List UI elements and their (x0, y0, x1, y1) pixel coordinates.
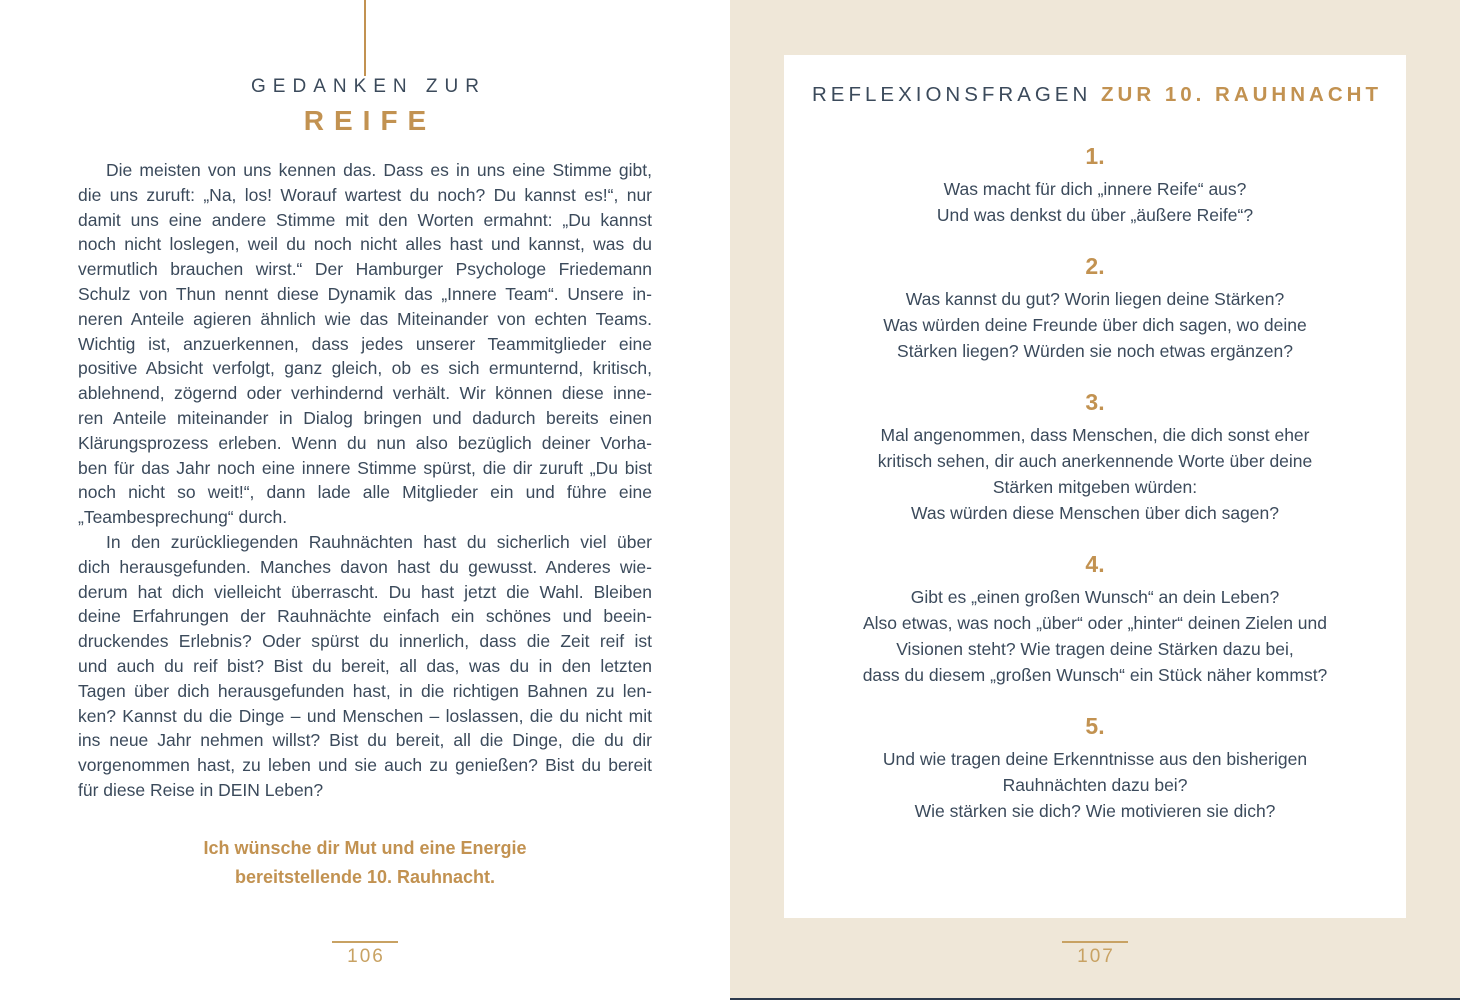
question-line: Mal angenommen, dass Menschen, die dich sonst eher (880, 425, 1310, 445)
left-page-footer (0, 941, 730, 968)
reflection-heading-dark: REFLEXIONSFRAGEN (812, 83, 1101, 106)
question-text (784, 746, 1406, 824)
paragraph-line: noch nicht so weit!“, dann lade alle Mitglieder ein und führe eine (78, 482, 652, 503)
question-block (784, 143, 1406, 228)
question-line: kritisch sehen, dir auch anerkennende Worte über deine (877, 451, 1313, 471)
question-block (784, 713, 1406, 824)
question-text (784, 422, 1406, 526)
question-line: Wie stärken sie dich? Wie motivieren sie dich? (914, 801, 1276, 821)
blessing-line: Ich wünsche dir Mut und eine Energie (203, 837, 527, 858)
paragraph-line: Klärungsprozess erleben. Wenn du nun also bezüglich deiner Vorha- (78, 432, 652, 453)
question-number: 1. (1085, 143, 1105, 169)
paragraph-line: In den zurückliegenden Rauhnächten hast du sicherlich viel über (106, 531, 652, 552)
paragraph-line: die uns zuruft: „Na, los! Worauf wartest du noch? Du kannst es!“, nur (78, 184, 652, 205)
paragraph-line: ben für das Jahr noch eine innere Stimme spürst, die dir zuruft „Du bist (78, 457, 652, 478)
right-page (730, 0, 1460, 1000)
blessing-text (0, 834, 730, 892)
paragraph-line: „Teambesprechung“ durch. (78, 507, 288, 528)
reflection-heading-gold: ZUR 10. RAUHNACHT (1101, 83, 1382, 106)
paragraph-line: ken? Kannst du die Dinge – und Menschen – loslassen, die du nicht mit (78, 705, 652, 726)
paragraph-line: für diese Reise in DEIN Leben? (78, 779, 324, 800)
question-text (784, 176, 1406, 228)
question-line: Was macht für dich „innere Reife“ aus? (943, 179, 1247, 199)
paragraph-line: neren Anteile agieren ähnlich wie das Miteinander von echten Teams. (78, 308, 652, 329)
paragraph-line: und auch du reif bist? Bist du bereit, all das, was du in den letzten (78, 655, 652, 676)
right-page-footer (730, 941, 1460, 968)
page-number-rule (332, 941, 398, 943)
question-number: 3. (1085, 389, 1105, 415)
question-line: Gibt es „einen großen Wunsch“ an dein Leben? (910, 587, 1280, 607)
paragraph-line: dich herausgefunden. Manches davon hast du gewusst. Anderes wie- (78, 556, 652, 577)
question-text (784, 584, 1406, 688)
paragraph-line: druckendes Erlebnis? Oder spürst du innerlich, dass die Zeit reif ist (78, 631, 652, 652)
question-line: Was würden deine Freunde über dich sagen, wo deine (883, 315, 1307, 335)
question-block (784, 253, 1406, 364)
body-text (78, 158, 652, 803)
question-line: Also etwas, was noch „über“ oder „hinter“ deinen Zielen und (863, 613, 1327, 633)
paragraph-line: damit uns eine andere Stimme mit den Worten ermahnt: „Du kannst (78, 209, 652, 230)
question-line: dass du diesem „großen Wunsch“ ein Stück näher kommst? (862, 665, 1328, 685)
paragraph-line: ablehnend, zögernd oder verhindernd verhält. Wir können diese inne- (78, 383, 652, 404)
question-block (784, 551, 1406, 688)
question-number: 5. (1085, 713, 1105, 739)
paragraph-line: positive Absicht verfolgt, ganz gleich, ob es sich ermunternd, kritisch, (78, 358, 652, 379)
question-line: Und was denkst du über „äußere Reife“? (936, 205, 1254, 225)
page-number: 106 (347, 946, 385, 967)
questions-list (784, 143, 1406, 824)
page-number-rule (1062, 941, 1128, 943)
paragraph-line: Tagen über dich herausgefunden hast, in die richtigen Bahnen zu len- (78, 680, 652, 701)
paragraph-line: Wichtig ist, anzuerkennen, dass jedes unserer Teammitglieder eine (78, 333, 652, 354)
question-number: 4. (1085, 551, 1105, 577)
ornament-line (364, 0, 366, 76)
paragraph-line: deine Erfahrungen der Rauhnächte einfach ein schönes und beein- (78, 606, 652, 627)
paragraph-line: noch nicht loslegen, weil du noch nicht alles hast und kannst, was du (78, 234, 652, 255)
question-line: Was kannst du gut? Worin liegen deine Stärken? (905, 289, 1285, 309)
paragraph-line: Schulz von Thun nennt diese Dynamik das „Innere Team“. Unsere in- (78, 283, 652, 304)
paragraph-line: Die meisten von uns kennen das. Dass es in uns eine Stimme gibt, (106, 160, 652, 180)
question-number: 2. (1085, 253, 1105, 279)
paragraph-line: derum hat dich vielleicht überrascht. Du hast jetzt die Wahl. Bleiben (78, 581, 652, 602)
paragraph (78, 158, 652, 530)
page-title: REIFE (303, 105, 437, 136)
paragraph-line: vorgenommen hast, zu leben und sie auch zu genießen? Bist du bereit (78, 755, 652, 776)
question-line: Visionen steht? Wie tragen deine Stärken dazu bei, (896, 639, 1294, 659)
section-kicker: GEDANKEN ZUR (251, 76, 486, 97)
question-text (784, 286, 1406, 364)
paragraph-line: ins neue Jahr nehmen willst? Bist du bereit, all die Dinge, die du dir (78, 730, 652, 751)
paragraph-line: ren Anteile miteinander in Dialog bringen und dadurch bereits einen (78, 407, 652, 428)
page-number: 107 (1077, 946, 1115, 967)
reflection-heading (784, 83, 1406, 107)
question-line: Stärken mitgeben würden: (992, 477, 1198, 497)
question-line: Und wie tragen deine Erkenntnisse aus den bisherigen (882, 749, 1308, 769)
question-line: Stärken liegen? Würden sie noch etwas ergänzen? (897, 341, 1293, 361)
question-block (784, 389, 1406, 526)
question-line: Was würden diese Menschen über dich sagen? (910, 503, 1280, 523)
blessing-line: bereitstellende 10. Rauhnacht. (234, 866, 496, 887)
paragraph (78, 530, 652, 803)
questions-card (784, 55, 1406, 918)
question-line: Rauhnächten dazu bei? (1002, 775, 1188, 795)
paragraph-line: vermutlich brauchen wirst.“ Der Hamburger Psychologe Friedemann (78, 259, 652, 280)
